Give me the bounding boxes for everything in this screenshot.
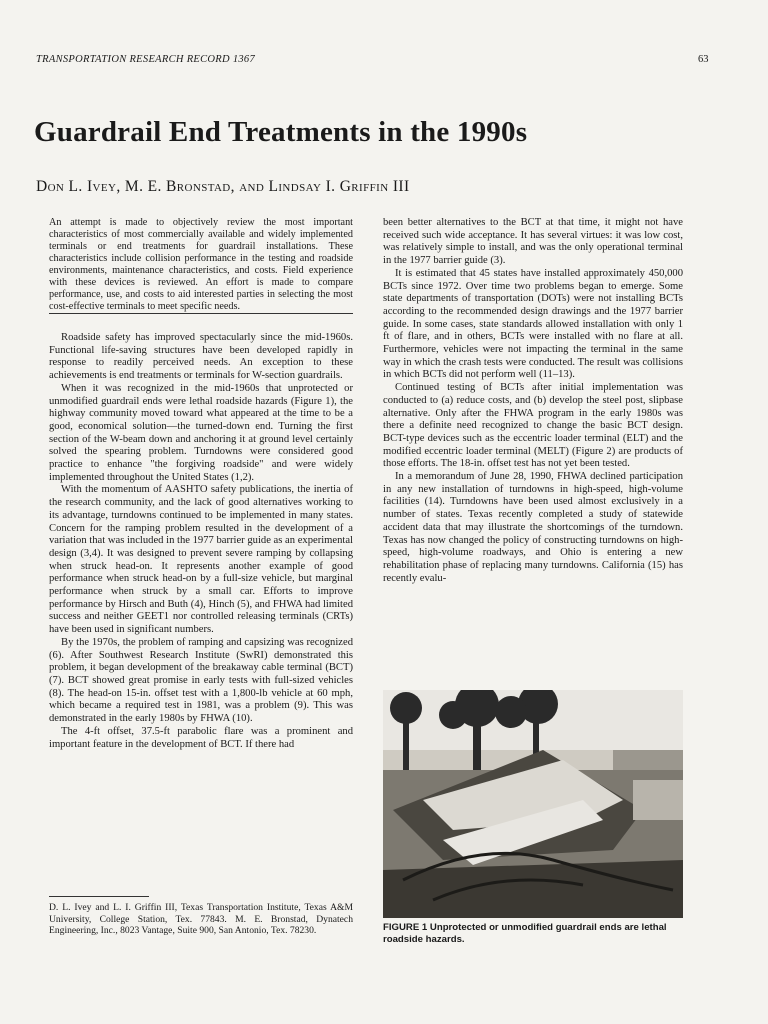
abstract: An attempt is made to objectively review the most important characteristics of most commercially available and widely implemented terminals or end treatments for guardrail installations. These characteristics include collision performance in the testing and roadside environments, maintenance characteristics, and costs. Field experience with these devices is reviewed. An effort is made to compare performance, use, and costs to aid interested parties in selecting the most cost-effective terminals to meet specific needs.: [49, 217, 353, 312]
author-footnote: D. L. Ivey and L. I. Griffin III, Texas Transportation Institute, Texas A&M University, College Station, Tex. 77843. M. E. Bronstad, Dynatech Engineering, Inc., 8023 Vantage, Suite 900, San Antonio, Tex. 78230.: [49, 902, 353, 937]
running-head: TRANSPORTATION RESEARCH RECORD 1367: [36, 54, 256, 65]
figure-1-caption: FIGURE 1 Unprotected or unmodified guardrail ends are lethal roadside hazards.: [383, 922, 667, 945]
body-paragraph: With the momentum of AASHTO safety publications, the inertia of the research community, and the lack of good alternatives working to its advantage, turndowns continued to be implemented in many states. Concern for the ramping problem resulted in the development of a variation that was included in the 1977 barrier guide as an experimental design (3,4). It was designed to prevent severe ramping by collapsing when struck head-on. It represents another example of good performance when struck head-on by a full-size vehicle, but marginal performance when struck by a small car. Efforts to improve performance by Hirsch and Buth (4), Hinch (5), and FHWA had limited success and neither GEET1 nor controlled releasing terminals (CRTs) have been used in significant numbers.: [49, 484, 353, 636]
article-authors: Don L. Ivey, M. E. Bronstad, and Lindsay I. Griffin III: [36, 178, 410, 195]
body-paragraph: Roadside safety has improved spectacularly since the mid-1960s. Functional life-saving structures have been developed rapidly in response to readily perceived needs. An exception to these achievements is end treatments or terminals for W-section guardrails.: [49, 332, 353, 382]
figure-1-photo: [383, 690, 683, 918]
abstract-divider: [49, 313, 353, 314]
article-title: Guardrail End Treatments in the 1990s: [34, 116, 528, 148]
left-column: [49, 217, 353, 751]
body-paragraph: It is estimated that 45 states have installed approximately 450,000 BCTs since 1972. Over time two problems began to emerge. Some state departments of transportation (DOTs) were not installing BCTs according to the recommended design drawings and the 1977 barrier guide. In some cases, state standards allowed installation with only 1 ft of flare, and in others, BCTs were installed with no flare at all. Furthermore, vehicles were not impacting the terminal in the same way in which the crash tests were conducted. The result was collisions in which BCTs did not perform well (11–13).: [383, 267, 683, 381]
body-paragraph: been better alternatives to the BCT at that time, it might not have received such wide acceptance. It has several virtues: it was low cost, was relatively simple to install, and was the only operational terminal in the 1977 barrier guide (3).: [383, 217, 683, 267]
body-paragraph: Continued testing of BCTs after initial implementation was conducted to (a) reduce costs, and (b) develop the steel post, slipbase alternative. Only after the FHWA program in the early 1980s was there a definite need recognized to change the basic BCT design. BCT-type devices such as the eccentric loader terminal (ELT) and the modified eccentric loader terminal (MELT) (Figure 2) are products of those efforts. The 18-in. offset test has not yet been tested.: [383, 382, 683, 470]
right-column: [383, 217, 683, 585]
body-paragraph: In a memorandum of June 28, 1990, FHWA declined participation in any new installation of turndowns in high-speed, high-volume facilities (14). Turndowns have been used almost exclusively in a number of states. Texas recently completed a study of statewide accident data that may illustrate the shortcomings of the turndown. Texas has now changed the policy of constructing turndowns on high-speed, high-volume roadways, and Ohio is entering a new rehabilitation phase of replacing many turndowns. California (15) has recently evalu-: [383, 471, 683, 584]
page-number: 63: [698, 54, 709, 65]
footnote-divider: [49, 896, 149, 897]
body-paragraph: By the 1970s, the problem of ramping and capsizing was recognized (6). After Southwest Research Institute (SwRI) demonstrated this problem, it began development of the breakaway cable terminal (BCT) (7). BCT showed great promise in early tests with full-sized vehicles (8). The head-on 15-in. offset test with a 1,800-lb vehicle at 60 mph, which became a required test in 1981, was a problem (9). This was demonstrated in the early 1980s by FHWA (10).: [49, 636, 353, 725]
body-paragraph: The 4-ft offset, 37.5-ft parabolic flare was a prominent and important feature in the development of BCT. If there had: [49, 725, 353, 750]
body-paragraph: When it was recognized in the mid-1960s that unprotected or unmodified guardrail ends were lethal roadside hazards (Figure 1), the highway community moved toward what appeared at the time to be a good, economical solution—the turned-down end. Turning the first section of the W-beam down and anchoring it at ground level certainly solved the spearing problem. Turndowns were considered good practice to enhance "the forgiving roadside" and were widely implemented throughout the United States (1,2).: [49, 382, 353, 483]
